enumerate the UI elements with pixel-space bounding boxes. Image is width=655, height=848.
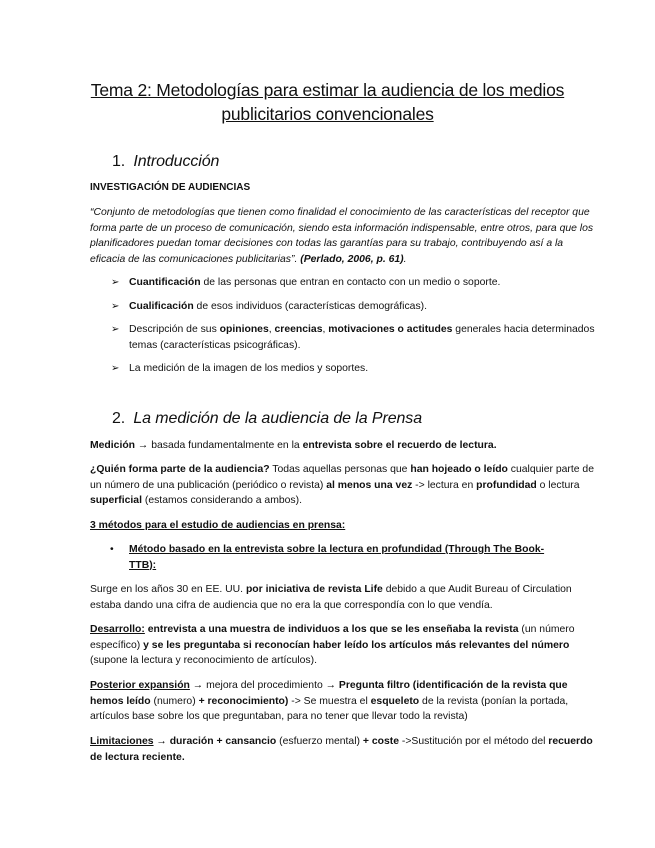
title-line-2: publicitarios convencionales	[221, 104, 434, 124]
text: cualquier parte de un número de una publicación (periódico o revista)	[90, 464, 594, 491]
item-bold: creencias	[274, 324, 323, 335]
text-bold: ¿Quién forma parte de la audiencia?	[90, 464, 270, 475]
item-bold: opiniones	[219, 324, 269, 335]
text-bold: y se les preguntaba si reconocían haber leído los artículos más relevantes del número	[143, 639, 570, 651]
item-text: La medición de la imagen de los medios y soportes.	[129, 363, 369, 374]
item-bold: Cuantificación	[129, 277, 201, 288]
methods-heading	[90, 518, 597, 534]
item-text: Descripción de sus	[129, 324, 220, 335]
paragraph-limitaciones	[90, 734, 597, 765]
text: -> Se muestra el	[288, 695, 371, 707]
text: (numero)	[150, 695, 199, 707]
text: → mejora del procedimiento →	[189, 680, 339, 691]
item-text: ,	[268, 324, 275, 335]
intro-list	[90, 275, 597, 385]
list-item	[90, 361, 597, 377]
text-bold: Pregunta filtro (identificación de la revista que hemos leído	[90, 680, 568, 707]
section-1-title: Introducción	[133, 153, 220, 170]
paragraph-expansion	[90, 678, 597, 725]
text: de la revista (ponían la portada, artículos base sobre los que preguntaban, para no tener que llevar todo la revista)	[90, 695, 569, 722]
text-bold: han hojeado o leído	[410, 464, 508, 475]
text-bold: recuerdo de lectura reciente.	[90, 736, 593, 763]
text: o lectura	[536, 479, 580, 491]
text-bold: + reconocimiento)	[198, 695, 289, 707]
page-title	[70, 78, 585, 126]
title-line-1: Tema 2: Metodologías para estimar la audiencia de los medios	[90, 80, 565, 100]
section-1-heading	[112, 153, 219, 171]
label-underlined: Posterior expansión	[90, 680, 190, 691]
arrow-bullet-icon: ➢	[111, 300, 120, 312]
text: (un número específico)	[90, 624, 575, 651]
text: basada fundamentalmente en la	[151, 440, 303, 451]
section-2-title: La medición de la audiencia de la Prensa	[133, 410, 423, 427]
methods-heading-text: 3 métodos para el estudio de audiencias en prensa:	[90, 520, 346, 531]
section-2-heading	[112, 410, 422, 428]
item-text: generales hacia determinados temas (características psicográficas).	[129, 324, 595, 351]
text: →	[153, 736, 170, 747]
text-bold: entrevista sobre el recuerdo de lectura.	[302, 440, 497, 451]
item-bold: motivaciones o actitudes	[328, 324, 453, 335]
item-text: ,	[322, 324, 329, 335]
text: (esfuerzo mental)	[276, 736, 363, 747]
quote-end: .	[403, 253, 407, 265]
text-bold: superficial	[90, 495, 142, 506]
label-underlined: Desarrollo:	[90, 624, 145, 635]
list-item	[90, 322, 597, 353]
arrow-bullet-icon: ➢	[111, 277, 120, 288]
section-2-number: 2.	[112, 410, 126, 427]
item-text: de las personas que entran en contacto con un medio o soporte.	[200, 277, 501, 288]
method-bullet	[110, 542, 555, 573]
method-bullet-text: Método basado en la entrevista sobre la lectura en profundidad (Through The Book-TTB):	[129, 544, 545, 571]
text-bold: al menos una vez	[326, 479, 413, 491]
list-item	[90, 299, 597, 315]
definition-quote	[90, 205, 597, 267]
paragraph-medicion	[90, 438, 597, 454]
paragraph-desarrollo	[90, 622, 597, 669]
text-bold: entrevista a una muestra de individuos a los que se les enseñaba la revista	[144, 624, 519, 635]
arrow-bullet-icon: ➢	[111, 363, 120, 374]
text: (supone la lectura y reconocimiento de artículos).	[90, 655, 317, 666]
text: Todas aquellas personas que	[269, 464, 411, 475]
quote-citation: (Perlado, 2006, p. 61)	[300, 253, 404, 265]
item-bold: Cualificación	[129, 300, 194, 312]
section-1-number: 1.	[112, 153, 126, 170]
paragraph-audiencia	[90, 462, 597, 509]
text-bold: + coste	[362, 736, 399, 747]
round-bullet-icon: •	[110, 544, 114, 555]
text-bold: esqueleto	[370, 695, 420, 707]
text: ->Sustitución por el método del	[398, 736, 549, 747]
quote-text: “Conjunto de metodologías que tienen como finalidad el conocimiento de las características del receptor que forma parte de un proceso de comunicación, siendo esta información indispensable, entre otros, para que los planificadores puedan tomar decisiones con todas las garantías para su trabajo, contribuyendo así a la eficacia de las comunicaciones publicitarias”.	[90, 207, 594, 265]
list-item	[90, 275, 597, 291]
item-text: de esos individuos (características demográficas).	[193, 300, 427, 312]
text: (estamos considerando a ambos).	[141, 495, 302, 506]
text: -> lectura en	[412, 479, 477, 491]
text: debido a que Audit Bureau of Circulation estaba dando una cifra de audiencia que no era la que correspondía con lo que vendía.	[90, 584, 572, 611]
arrow-text: →	[135, 440, 152, 451]
arrow-bullet-icon: ➢	[111, 324, 120, 335]
text: Surge en los años 30 en EE. UU.	[90, 584, 246, 595]
text-bold: por iniciativa de revista Life	[245, 584, 383, 595]
text-bold: duración + cansancio	[169, 736, 277, 747]
label-underlined: Limitaciones	[90, 736, 154, 747]
section-1-subheading: INVESTIGACIÓN DE AUDIENCIAS	[90, 182, 251, 193]
paragraph-surge	[90, 582, 597, 613]
text-bold: profundidad	[476, 479, 537, 491]
text-bold: Medición	[90, 440, 136, 451]
